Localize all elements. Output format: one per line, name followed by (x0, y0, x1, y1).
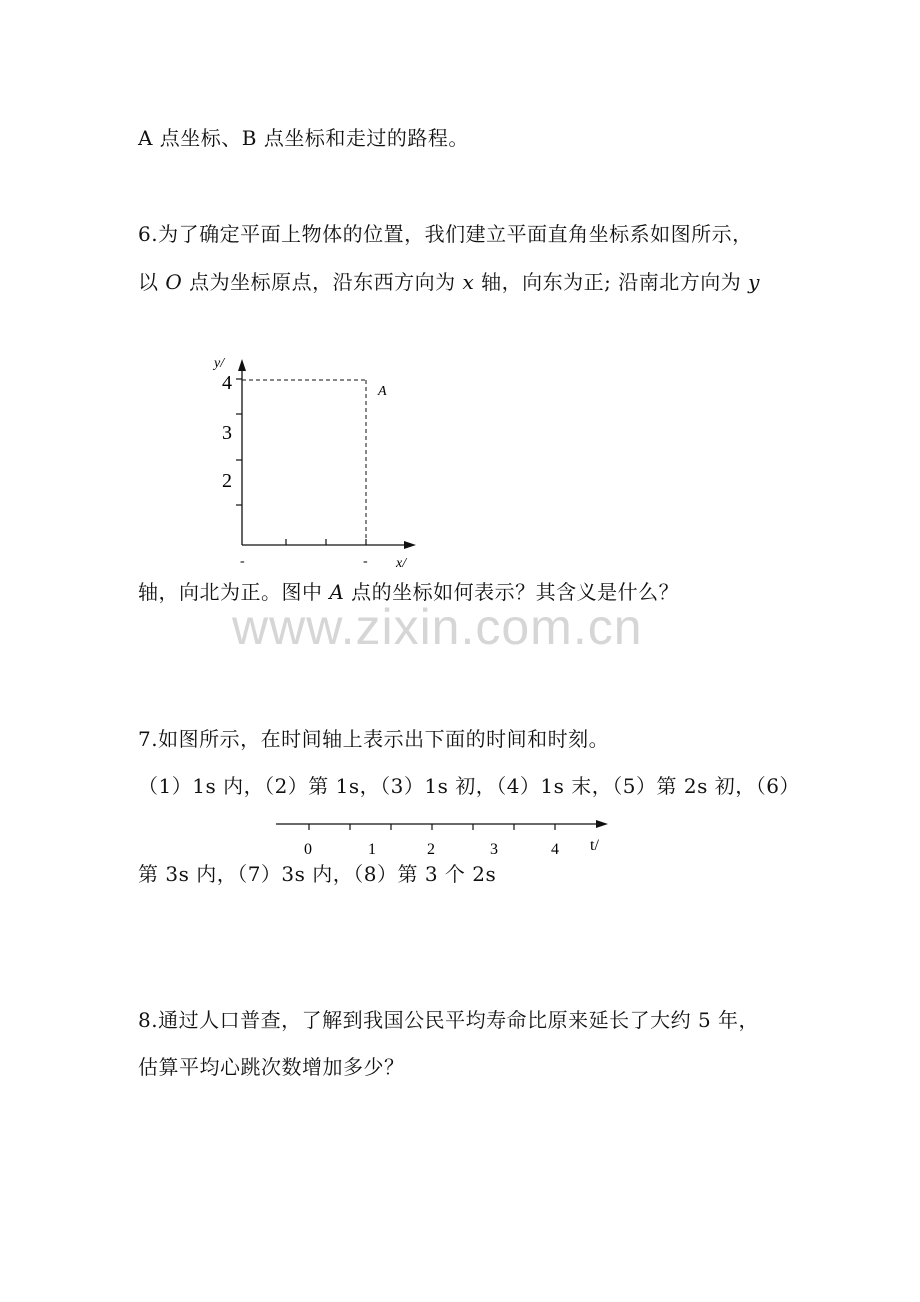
coordinate-svg (200, 355, 430, 571)
q6-line-3-a: 轴，向北为正。图中 (138, 580, 330, 604)
time-axis-arrow (596, 820, 608, 828)
watermark-text: www.zixin.com.cn (232, 599, 643, 655)
q6-origin-symbol: O (165, 270, 183, 294)
q6-line-2-b: 点为坐标原点，沿东西方向为 (182, 270, 463, 294)
point-a-label: A (378, 384, 387, 399)
time-tick-label-0: 0 (304, 841, 312, 858)
y-axis-arrow (238, 359, 246, 371)
time-axis-svg (272, 812, 618, 858)
q6-line-3-b: 点的坐标如何表示？其含义是什么？ (344, 580, 680, 604)
time-tick-label-4: 4 (551, 841, 559, 858)
q6-line-2-c: 轴，向东为正; 沿南北方向为 (474, 270, 749, 294)
coordinate-figure (200, 355, 430, 571)
time-tick-label-3: 3 (490, 841, 498, 858)
time-tick-label-2: 2 (427, 841, 435, 858)
y-axis-label: y/ (214, 356, 225, 371)
x-axis-label: x/ (396, 556, 407, 571)
q6-x-symbol: x (462, 270, 475, 294)
time-axis-label: t/ (590, 837, 599, 854)
time-axis-figure (272, 812, 618, 858)
y-tick-label-2: 2 (222, 470, 232, 492)
x-tick-fragment-3: - (363, 554, 368, 569)
q8-line-1: 8.通过人口普查，了解到我国公民平均寿命比原来延长了大约 5 年， (138, 1008, 760, 1032)
q8-line-2: 估算平均心跳次数增加多少？ (138, 1055, 405, 1079)
q7-line-3: 第 3s 内，（7）3s 内，（8）第 3 个 2s (138, 862, 497, 886)
x-axis-arrow (404, 541, 416, 549)
time-tick-label-1: 1 (368, 841, 376, 858)
q6-point-a-symbol: A (329, 580, 345, 604)
q7-line-2: （1）1s 内，（2）第 1s，（3）1s 初，（4）1s 末，（5）第 2s 初，（6） (138, 774, 800, 798)
y-tick-label-4: 4 (222, 372, 232, 394)
q5-tail-text: A 点坐标、B 点坐标和走过的路程。 (138, 126, 469, 150)
q7-line-1: 7.如图所示，在时间轴上表示出下面的时间和时刻。 (138, 727, 610, 751)
q6-y-symbol: y (748, 270, 760, 294)
q6-line-1: 6.为了确定平面上物体的位置，我们建立平面直角坐标系如图所示， (138, 222, 753, 246)
q6-line-2-a: 以 (138, 270, 166, 294)
q6-line-2 (138, 269, 760, 295)
y-tick-label-3: 3 (222, 422, 232, 444)
x-tick-fragment-0: - (240, 554, 245, 569)
